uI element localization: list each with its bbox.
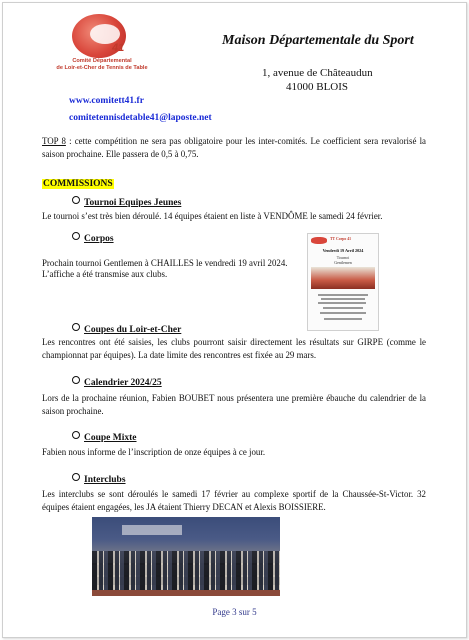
- section-coupes-text: Les rencontres ont été saisies, les clubs pourront saisir directement les résultats sur GIRPE (comme le championnat par équipes). La date limite des rencontres est fixée au 29 mars.: [42, 337, 426, 360]
- section-calendrier-text: Lors de la prochaine réunion, Fabien BOUBET nous présentera une première ébauche du calendrier de la saison prochaine.: [42, 393, 426, 416]
- logo-text-line2: de Loir-et-Cher de Tennis de Table: [56, 65, 148, 71]
- circle-bullet-icon: [72, 323, 80, 331]
- organization-title: Maison Départementale du Sport: [222, 33, 414, 48]
- circle-bullet-icon: [72, 376, 80, 384]
- section-coupe-mixte-title: Coupe Mixte: [72, 431, 137, 443]
- section-interclubs-title: Interclubs: [72, 473, 126, 485]
- committee-logo: [42, 14, 162, 86]
- poster-text-line: [321, 298, 365, 300]
- section-corpos-title: Corpos: [72, 232, 114, 244]
- section-calendrier-title: Calendrier 2024/25: [72, 376, 162, 388]
- poster-date: Vendredi 19 Avril 2024: [322, 248, 364, 253]
- interclubs-group-photo: [92, 517, 280, 596]
- section-corpos-text1: Prochain tournoi Gentlemen à CHAILLES le vendredi 19 avril 2024.: [42, 258, 288, 268]
- poster-text-line: [318, 302, 366, 304]
- section-tournoi-text: Le tournoi s’est très bien déroulé. 14 équipes étaient en liste à VENDÔME le samedi 24 février.: [42, 211, 383, 221]
- section-corpos-text2: L’affiche a été transmise aux clubs.: [42, 269, 168, 279]
- section-tournoi-title: Tournoi Equipes Jeunes: [72, 196, 181, 208]
- poster-text-line: [324, 318, 362, 320]
- logo-number: 41: [112, 42, 125, 54]
- poster-text-line: [318, 294, 368, 296]
- top8-paragraph: [42, 135, 426, 160]
- top8-text: : cette compétition ne sera pas obligatoire pour les inter-comités. Le coefficient sera revalorisé la saison prochaine. Elle passera de 0,5 à 0,75.: [42, 136, 426, 159]
- top8-label: TOP 8: [42, 136, 66, 146]
- photo-banner: [122, 525, 182, 535]
- address-line1: 1, avenue de Châteaudun: [262, 67, 373, 79]
- photo-floor: [92, 590, 280, 596]
- commissions-heading: COMMISSIONS: [43, 179, 113, 189]
- circle-bullet-icon: [72, 473, 80, 481]
- poster-text-line: [320, 312, 366, 314]
- section-interclubs-text: Les interclubs se sont déroulés le samedi 17 février au complexe sportif de la Chaussée-St-Victor. 32 équipes étaient engagées, les JA étaient Thierry DECAN et Alexis BOISSIERE.: [42, 489, 426, 512]
- poster-title: Tournoi Gentlemen: [334, 255, 352, 265]
- logo-text-line1: Comité Départemental: [72, 58, 132, 64]
- circle-bullet-icon: [72, 431, 80, 439]
- logo-paddle-graphic: [90, 24, 120, 44]
- poster-logo: [311, 237, 327, 244]
- poster-image: [311, 267, 375, 289]
- circle-bullet-icon: [72, 232, 80, 240]
- email-link[interactable]: comitetennisdetable41@laposte.net: [69, 113, 212, 123]
- website-link[interactable]: www.comitett41.fr: [69, 96, 144, 106]
- circle-bullet-icon: [72, 196, 80, 204]
- section-coupes-title: Coupes du Loir-et-Cher: [72, 323, 181, 335]
- poster-brand: TT Corpo 41: [330, 237, 352, 241]
- page-number: Page 3 sur 5: [212, 607, 257, 617]
- gentlemen-tournament-poster: [307, 233, 379, 331]
- address-line2: 41000 BLOIS: [286, 81, 349, 93]
- poster-text-line: [323, 307, 363, 309]
- section-coupe-mixte-text: Fabien nous informe de l’inscription de onze équipes à ce jour.: [42, 447, 266, 457]
